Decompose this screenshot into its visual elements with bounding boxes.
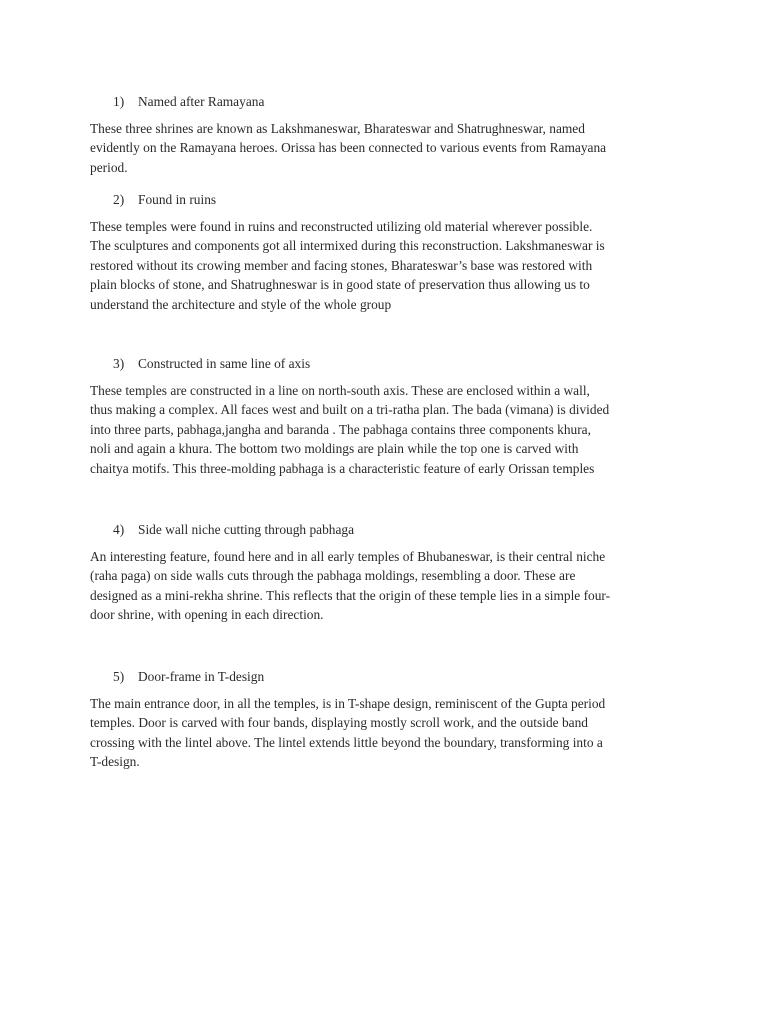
heading-text: Named after Ramayana — [138, 94, 265, 109]
paragraph — [90, 381, 684, 478]
section-heading — [90, 521, 684, 539]
heading-text: Door-frame in T-design — [138, 669, 265, 684]
text-line: An interesting feature, found here and in all early temples of Bhubaneswar, is their central niche — [90, 549, 606, 564]
text-line: These temples were found in ruins and reconstructed utilizing old material wherever possible. — [90, 219, 593, 234]
text-line: These three shrines are known as Lakshmaneswar, Bharateswar and Shatrughneswar, named — [90, 121, 585, 136]
paragraph — [90, 217, 684, 314]
list-number: 4) — [113, 522, 125, 537]
section-heading — [90, 93, 684, 111]
text-line: These temples are constructed in a line on north-south axis. These are enclosed within a wall, — [90, 383, 590, 398]
heading-text: Side wall niche cutting through pabhaga — [138, 522, 355, 537]
section-4 — [90, 521, 684, 625]
heading-text: Found in ruins — [138, 192, 217, 207]
section-3 — [90, 355, 684, 478]
list-number: 3) — [113, 356, 125, 371]
section-heading — [90, 191, 684, 209]
text-line: (raha paga) on side walls cuts through the pabhaga moldings, resembling a door. These are — [90, 568, 576, 584]
list-number: 5) — [113, 669, 125, 684]
section-1 — [90, 93, 684, 177]
text-line: period. — [90, 159, 128, 175]
section-heading — [90, 355, 684, 373]
text-line: chaitya motifs. This three-molding pabhaga is a characteristic feature of early Orissan temples — [90, 460, 595, 476]
section-heading — [90, 668, 684, 686]
section-2 — [90, 191, 684, 314]
heading-text: Constructed in same line of axis — [138, 356, 311, 371]
list-number: 1) — [113, 94, 125, 109]
text-line: T-design. — [90, 754, 140, 770]
text-line: The sculptures and components got all intermixed during this reconstruction. Lakshmaneswar is — [90, 238, 605, 254]
section-5 — [90, 668, 684, 772]
text-line: door shrine, with opening in each direction. — [90, 607, 324, 623]
text-line: understand the architecture and style of the whole group — [90, 296, 392, 312]
text-line: temples. Door is carved with four bands, displaying mostly scroll work, and the outside band — [90, 715, 588, 731]
text-line: designed as a mini-rekha shrine. This reflects that the origin of these temple lies in a simple four- — [90, 587, 611, 603]
text-line: restored without its crowing member and facing stones, Bharateswar’s base was restored with — [90, 257, 593, 273]
list-number: 2) — [113, 192, 125, 207]
text-line: crossing with the lintel above. The lintel extends little beyond the boundary, transforming into a — [90, 734, 603, 750]
text-line: noli and again a khura. The bottom two moldings are plain while the top one is carved with — [90, 441, 579, 457]
text-line: evidently on the Ramayana heroes. Orissa has been connected to various events from Ramayana — [90, 140, 607, 156]
text-line: plain blocks of stone, and Shatrughneswar is in good state of preservation thus allowing us to — [90, 277, 590, 293]
text-line: The main entrance door, in all the temples, is in T-shape design, reminiscent of the Gupta period — [90, 696, 606, 711]
paragraph — [90, 694, 684, 772]
paragraph — [90, 547, 684, 625]
paragraph — [90, 119, 684, 177]
text-line: thus making a complex. All faces west and built on a tri-ratha plan. The bada (vimana) is divided — [90, 402, 610, 418]
text-line: into three parts, pabhaga,jangha and baranda . The pabhaga contains three components khura, — [90, 421, 591, 437]
